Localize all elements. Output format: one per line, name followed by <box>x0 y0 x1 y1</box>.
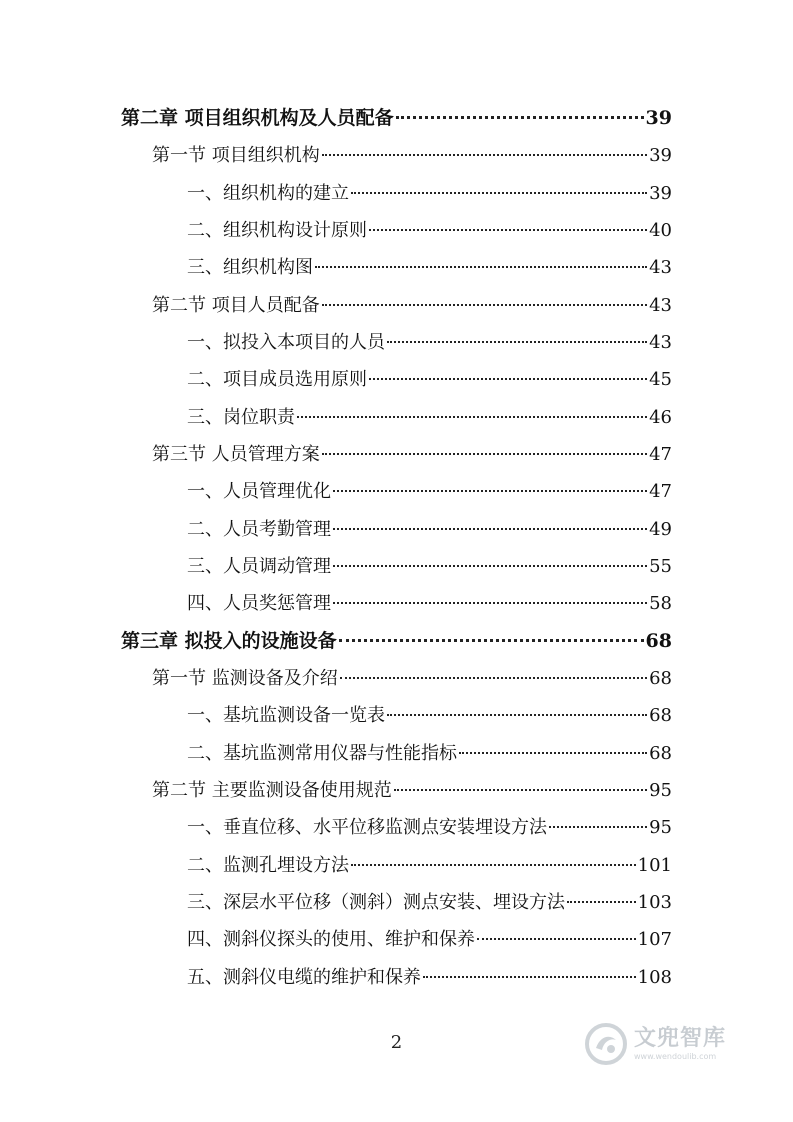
toc-label: 三、组织机构图 <box>187 257 313 278</box>
watermark-url: www.wendoulib.com <box>634 1052 717 1061</box>
dot-leader <box>369 229 647 231</box>
toc-page-number: 40 <box>649 220 672 241</box>
toc-entry[interactable] <box>187 361 672 398</box>
toc-page-number: 101 <box>637 855 672 876</box>
dot-leader <box>315 266 647 268</box>
toc-page-number: 39 <box>649 183 672 204</box>
toc-page-number: 95 <box>649 780 672 801</box>
toc-label: 四、测斜仪探头的使用、维护和保养 <box>187 929 475 950</box>
toc-page-number: 39 <box>645 107 672 129</box>
toc-label: 三、岗位职责 <box>187 407 295 428</box>
toc-page-number: 68 <box>649 668 672 689</box>
toc-entry[interactable] <box>187 921 672 958</box>
toc-label: 二、人员考勤管理 <box>187 519 331 540</box>
wendou-logo-icon <box>584 1022 628 1066</box>
toc-entry[interactable] <box>187 249 672 286</box>
toc-page-number: 43 <box>649 295 672 316</box>
toc-entry[interactable] <box>187 697 672 734</box>
toc-label: 三、人员调动管理 <box>187 556 331 577</box>
toc-label: 二、组织机构设计原则 <box>187 220 367 241</box>
toc-label: 第一节 监测设备及介绍 <box>152 668 338 689</box>
watermark-title: 文兜智库 <box>634 1026 727 1051</box>
toc-page-number: 95 <box>649 817 672 838</box>
toc-label: 第二节 项目人员配备 <box>152 295 320 316</box>
toc-label: 一、拟投入本项目的人员 <box>187 332 385 353</box>
dot-leader <box>333 602 647 604</box>
toc-entry[interactable] <box>187 473 672 510</box>
toc-entry[interactable] <box>187 212 672 249</box>
toc-label: 二、基坑监测常用仪器与性能指标 <box>187 743 457 764</box>
dot-leader <box>396 116 644 119</box>
toc-entry[interactable] <box>187 548 672 585</box>
dot-leader <box>387 341 647 343</box>
toc-page-number: 55 <box>649 556 672 577</box>
toc-entry[interactable] <box>152 137 672 174</box>
toc-label: 第二节 主要监测设备使用规范 <box>152 780 392 801</box>
toc-page-number: 68 <box>649 743 672 764</box>
toc-entry[interactable] <box>121 623 672 660</box>
dot-leader <box>340 677 647 679</box>
toc-label: 第二章 项目组织机构及人员配备 <box>121 107 394 129</box>
toc-page-number: 39 <box>649 145 672 166</box>
toc-label: 第三节 人员管理方案 <box>152 444 320 465</box>
dot-leader <box>387 714 647 716</box>
toc-entry[interactable] <box>187 324 672 361</box>
toc-entry[interactable] <box>187 175 672 212</box>
dot-leader <box>459 752 647 754</box>
toc-page-number: 47 <box>649 444 672 465</box>
toc-page-number: 43 <box>649 332 672 353</box>
toc-label: 二、项目成员选用原则 <box>187 369 367 390</box>
toc-label: 四、人员奖惩管理 <box>187 593 331 614</box>
toc-page-number: 103 <box>637 892 672 913</box>
dot-leader <box>351 864 636 866</box>
dot-leader <box>322 154 647 156</box>
toc-entry[interactable] <box>187 884 672 921</box>
toc-entry[interactable] <box>187 959 672 996</box>
dot-leader <box>423 976 636 978</box>
toc-entry[interactable] <box>187 511 672 548</box>
page-number: 2 <box>390 1032 403 1053</box>
dot-leader <box>549 826 647 828</box>
toc-page-number: 49 <box>649 519 672 540</box>
dot-leader <box>351 192 647 194</box>
toc-label: 第三章 拟投入的设施设备 <box>121 630 337 652</box>
dot-leader <box>567 901 636 903</box>
toc-entry[interactable] <box>187 809 672 846</box>
watermark <box>584 1018 764 1070</box>
toc-entry[interactable] <box>152 287 672 324</box>
dot-leader <box>322 453 647 455</box>
toc-label: 一、组织机构的建立 <box>187 183 349 204</box>
dot-leader <box>322 304 647 306</box>
toc-entry[interactable] <box>152 660 672 697</box>
toc-entry[interactable] <box>187 585 672 622</box>
toc-page-number: 107 <box>637 929 672 950</box>
toc-page-number: 68 <box>649 705 672 726</box>
toc-page-number: 68 <box>645 630 672 652</box>
toc-entry[interactable] <box>187 735 672 772</box>
toc-page-number: 43 <box>649 257 672 278</box>
toc-page-number: 46 <box>649 407 672 428</box>
toc-page-number: 47 <box>649 481 672 502</box>
toc-label: 一、垂直位移、水平位移监测点安装埋设方法 <box>187 817 547 838</box>
toc-page-number: 108 <box>637 967 672 988</box>
dot-leader <box>297 416 647 418</box>
toc-entry[interactable] <box>187 399 672 436</box>
dot-leader <box>369 378 647 380</box>
toc-label: 第一节 项目组织机构 <box>152 145 320 166</box>
dot-leader <box>333 528 647 530</box>
dot-leader <box>333 490 647 492</box>
toc-entry[interactable] <box>187 847 672 884</box>
toc-label: 一、人员管理优化 <box>187 481 331 502</box>
toc-entry[interactable] <box>152 772 672 809</box>
toc-label: 二、监测孔埋设方法 <box>187 855 349 876</box>
toc-page-number: 45 <box>649 369 672 390</box>
dot-leader <box>477 938 636 940</box>
toc-label: 一、基坑监测设备一览表 <box>187 705 385 726</box>
dot-leader <box>333 565 647 567</box>
toc-label: 三、深层水平位移（测斜）测点安装、埋设方法 <box>187 892 565 913</box>
toc-label: 五、测斜仪电缆的维护和保养 <box>187 967 421 988</box>
dot-leader <box>394 789 647 791</box>
toc-entry[interactable] <box>121 100 672 137</box>
toc-page-number: 58 <box>649 593 672 614</box>
dot-leader <box>339 639 644 642</box>
toc-entry[interactable] <box>152 436 672 473</box>
